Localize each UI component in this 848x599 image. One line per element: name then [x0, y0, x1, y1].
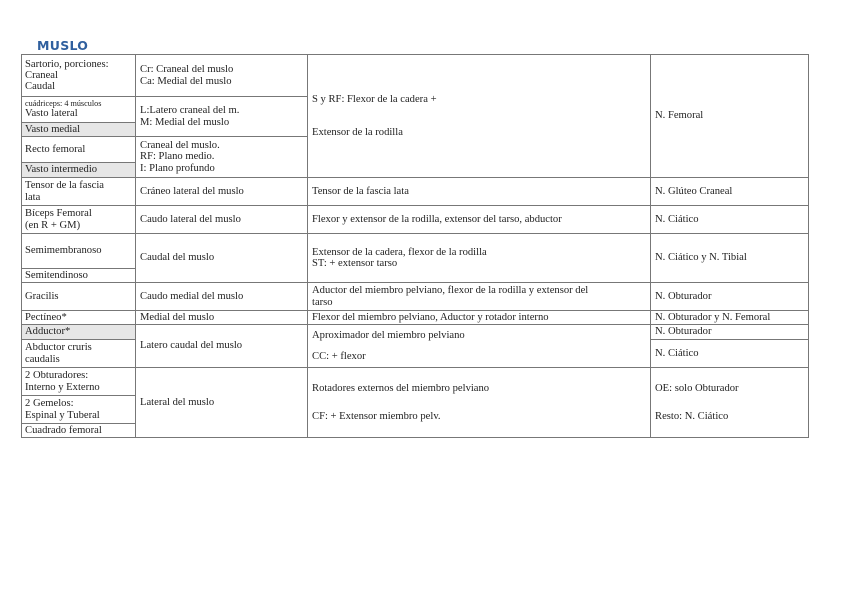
nerve-cell: OE: solo Obturador Resto: N. Ciático — [651, 368, 809, 438]
muscle-cell: Cuadrado femoral — [22, 424, 136, 438]
location-cell: Caudal del muslo — [136, 234, 308, 283]
function-cell: Extensor de la cadera, flexor de la rodilla ST: + extensor tarso — [308, 234, 651, 283]
location-cell: Latero caudal del muslo — [136, 325, 308, 368]
location-cell: Caudo lateral del muslo — [136, 206, 308, 234]
table-row — [22, 368, 809, 396]
muscle-cell: Semitendinoso — [22, 269, 136, 283]
nerve-cell: N. Glúteo Craneal — [651, 178, 809, 206]
function-cell: Flexor del miembro pelviano, Aductor y rotador interno — [308, 311, 651, 325]
location-cell: Lateral del muslo — [136, 368, 308, 438]
table-row — [22, 325, 809, 340]
location-cell: Medial del muslo — [136, 311, 308, 325]
location-cell: L:Latero craneal del m. M: Medial del muslo — [136, 97, 308, 137]
nerve-cell: N. Ciático — [651, 340, 809, 368]
page-title: MUSLO — [37, 38, 89, 53]
location-cell: Craneal del muslo. RF: Plano medio. I: Plano profundo — [136, 137, 308, 178]
table-row — [22, 178, 809, 206]
muscle-cell: Tensor de la fascia lata — [22, 178, 136, 206]
nerve-cell: N. Ciático — [651, 206, 809, 234]
location-cell: Caudo medial del muslo — [136, 283, 308, 311]
muscle-cell: Semimembranoso — [22, 234, 136, 269]
nerve-cell: N. Obturador — [651, 325, 809, 340]
muscle-cell: Adductor* — [22, 325, 136, 340]
muscle-cell: Vasto medial — [22, 123, 136, 137]
table-row — [22, 206, 809, 234]
muscle-cell: Sartorio, porciones: Craneal Caudal — [22, 55, 136, 97]
location-cell: Cráneo lateral del muslo — [136, 178, 308, 206]
muscle-cell: 2 Obturadores: Interno y Externo — [22, 368, 136, 396]
function-cell: Tensor de la fascia lata — [308, 178, 651, 206]
nerve-cell: N. Ciático y N. Tibial — [651, 234, 809, 283]
table-row — [22, 55, 809, 97]
table-row — [22, 283, 809, 311]
function-cell: Aproximador del miembro pelviano CC: + flexor — [308, 325, 651, 368]
table-row — [22, 234, 809, 269]
nerve-cell: N. Femoral — [651, 55, 809, 178]
muscle-cell: Gracilis — [22, 283, 136, 311]
muscle-cell: Vasto intermedio — [22, 163, 136, 178]
muscle-cell: Bíceps Femoral (en R + GM) — [22, 206, 136, 234]
muscle-cell: cuádriceps: 4 músculos Vasto lateral — [22, 97, 136, 123]
muscle-cell: Recto femoral — [22, 137, 136, 163]
muscle-cell: Abductor cruris caudalis — [22, 340, 136, 368]
function-cell: S y RF: Flexor de la cadera + Extensor de la rodilla — [308, 55, 651, 178]
table-row — [22, 311, 809, 325]
nerve-cell: N. Obturador — [651, 283, 809, 311]
function-cell: Flexor y extensor de la rodilla, extensor del tarso, abductor — [308, 206, 651, 234]
function-cell: Aductor del miembro pelviano, flexor de la rodilla y extensor del tarso — [308, 283, 651, 311]
muscle-cell: Pectíneo* — [22, 311, 136, 325]
function-cell: Rotadores externos del miembro pelviano CF: + Extensor miembro pelv. — [308, 368, 651, 438]
muscle-table — [21, 54, 809, 438]
nerve-cell: N. Obturador y N. Femoral — [651, 311, 809, 325]
location-cell: Cr: Craneal del muslo Ca: Medial del muslo — [136, 55, 308, 97]
muscle-cell: 2 Gemelos: Espinal y Tuberal — [22, 396, 136, 424]
